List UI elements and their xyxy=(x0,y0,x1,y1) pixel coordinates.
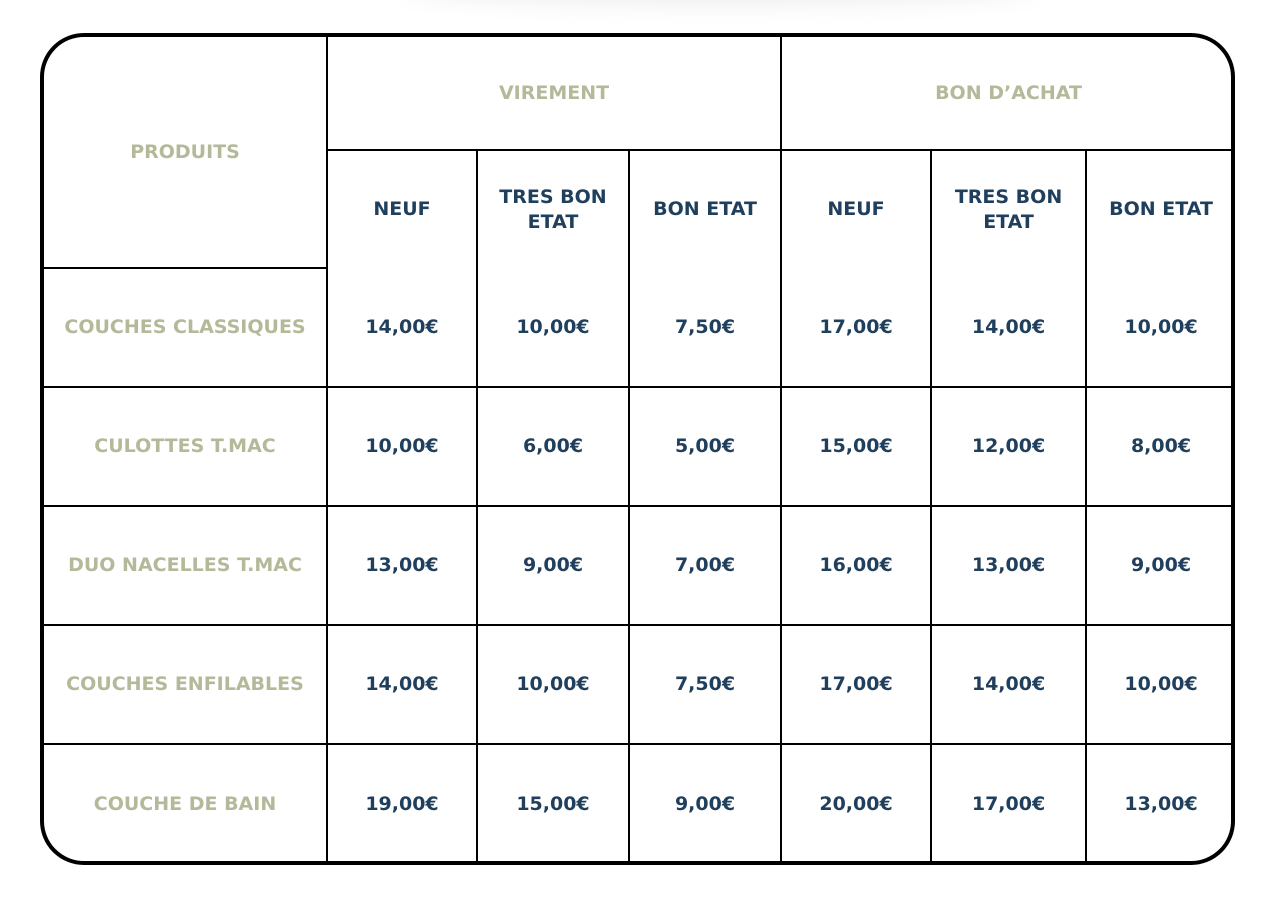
group-header-virement: VIREMENT xyxy=(327,37,781,150)
price-cell: 17,00€ xyxy=(781,268,931,387)
price-cell: 14,00€ xyxy=(327,268,477,387)
price-cell: 12,00€ xyxy=(931,387,1086,506)
price-cell: 10,00€ xyxy=(327,387,477,506)
price-cell: 20,00€ xyxy=(781,744,931,863)
price-cell: 8,00€ xyxy=(1086,387,1235,506)
price-table xyxy=(44,37,1235,863)
table-row xyxy=(44,506,1235,625)
products-header: PRODUITS xyxy=(44,37,327,268)
price-cell: 13,00€ xyxy=(327,506,477,625)
condition-header: BON ETAT xyxy=(1086,150,1235,268)
table-row xyxy=(44,625,1235,744)
price-cell: 7,50€ xyxy=(629,268,781,387)
price-cell: 5,00€ xyxy=(629,387,781,506)
product-name: COUCHE DE BAIN xyxy=(44,744,327,863)
price-cell: 15,00€ xyxy=(477,744,629,863)
price-table-frame xyxy=(40,33,1235,865)
price-cell: 19,00€ xyxy=(327,744,477,863)
table-row xyxy=(44,744,1235,863)
condition-header: TRES BON ETAT xyxy=(931,150,1086,268)
price-cell: 10,00€ xyxy=(477,625,629,744)
price-cell: 9,00€ xyxy=(1086,506,1235,625)
condition-header: TRES BON ETAT xyxy=(477,150,629,268)
price-cell: 15,00€ xyxy=(781,387,931,506)
table-row xyxy=(44,268,1235,387)
price-cell: 10,00€ xyxy=(477,268,629,387)
price-cell: 14,00€ xyxy=(931,625,1086,744)
price-cell: 17,00€ xyxy=(781,625,931,744)
product-name: CULOTTES T.MAC xyxy=(44,387,327,506)
price-cell: 13,00€ xyxy=(931,506,1086,625)
price-cell: 6,00€ xyxy=(477,387,629,506)
price-cell: 16,00€ xyxy=(781,506,931,625)
price-cell: 17,00€ xyxy=(931,744,1086,863)
product-name: COUCHES CLASSIQUES xyxy=(44,268,327,387)
product-name: DUO NACELLES T.MAC xyxy=(44,506,327,625)
condition-header: BON ETAT xyxy=(629,150,781,268)
price-cell: 10,00€ xyxy=(1086,625,1235,744)
price-cell: 9,00€ xyxy=(629,744,781,863)
group-header-bon-achat: BON D’ACHAT xyxy=(781,37,1235,150)
top-shadow xyxy=(400,0,1040,6)
condition-header: NEUF xyxy=(781,150,931,268)
price-cell: 14,00€ xyxy=(327,625,477,744)
condition-header: NEUF xyxy=(327,150,477,268)
price-cell: 7,50€ xyxy=(629,625,781,744)
price-cell: 10,00€ xyxy=(1086,268,1235,387)
product-name: COUCHES ENFILABLES xyxy=(44,625,327,744)
price-cell: 14,00€ xyxy=(931,268,1086,387)
price-cell: 13,00€ xyxy=(1086,744,1235,863)
price-cell: 9,00€ xyxy=(477,506,629,625)
table-row xyxy=(44,387,1235,506)
group-header-row xyxy=(44,37,1235,150)
price-cell: 7,00€ xyxy=(629,506,781,625)
